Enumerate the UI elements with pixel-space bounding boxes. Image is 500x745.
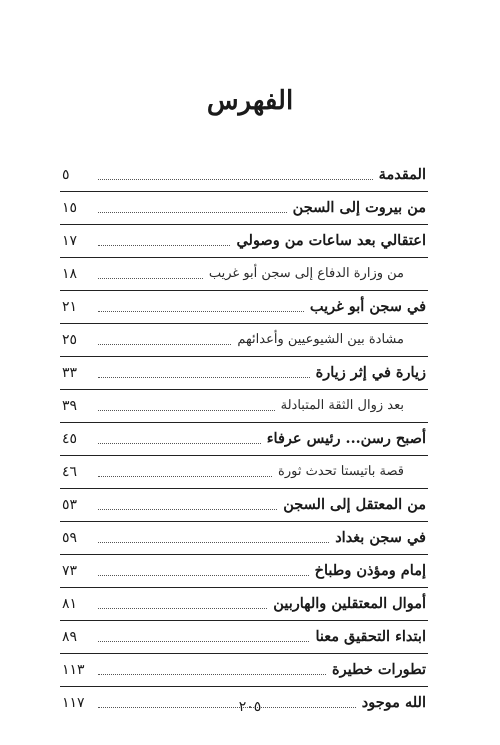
toc-entry-page: ١١٧ (62, 694, 85, 711)
toc-entry (62, 158, 426, 191)
toc-entry-title: في سجن بغداد (335, 529, 426, 546)
dot-leader (98, 640, 309, 642)
toc-entry-title: أصبح رسن... رئيس عرفاء (266, 430, 426, 447)
toc-entry-page: ٤٦ (62, 463, 78, 480)
dot-leader (98, 277, 203, 279)
toc-entry-title: مشادة بين الشيوعيين وأعدائهم (237, 332, 404, 347)
toc-entry-page: ٤٥ (62, 430, 78, 447)
toc-entry-title: في سجن أبو غريب (309, 298, 426, 315)
row-divider (60, 389, 428, 390)
toc-entry-title: بعد زوال الثقة المتبادلة (280, 398, 404, 413)
dot-leader (98, 376, 310, 378)
dot-leader (98, 178, 373, 180)
toc-entry (62, 356, 426, 389)
row-divider (60, 521, 428, 522)
toc-entry (62, 620, 426, 653)
row-divider (60, 455, 428, 456)
toc-entry (62, 554, 426, 587)
toc-entry-page: ٣٣ (62, 364, 78, 381)
toc-entry-page: ٣٩ (62, 397, 78, 414)
dot-leader (98, 409, 275, 411)
toc-entry-title: إمام ومؤذن وطباخ (314, 562, 426, 579)
toc-entry-title: من وزارة الدفاع إلى سجن أبو غريب (208, 266, 404, 281)
toc-entry (62, 290, 426, 323)
toc-entry-title: أموال المعتقلين والهاربين (273, 595, 426, 612)
toc-entry-title: زيارة في إثر زيارة (315, 364, 426, 381)
dot-leader (98, 310, 304, 312)
dot-leader (98, 343, 231, 345)
toc-entry-page: ٥ (62, 166, 70, 183)
toc-entry (62, 455, 426, 488)
row-divider (60, 554, 428, 555)
table-of-contents (62, 158, 426, 719)
toc-entry-page: ١١٣ (62, 661, 85, 678)
toc-entry (62, 224, 426, 257)
toc-entry (62, 323, 426, 356)
toc-entry-page: ٥٣ (62, 496, 78, 513)
toc-entry-title: من المعتقل إلى السجن (283, 496, 426, 513)
row-divider (60, 191, 428, 192)
toc-entry (62, 488, 426, 521)
toc-entry-page: ١٧ (62, 232, 78, 249)
row-divider (60, 323, 428, 324)
dot-leader (98, 541, 329, 543)
toc-entry-page: ٥٩ (62, 529, 78, 546)
toc-entry (62, 191, 426, 224)
dot-leader (98, 442, 261, 444)
toc-entry-page: ٧٣ (62, 562, 78, 579)
row-divider (60, 290, 428, 291)
row-divider (60, 224, 428, 225)
row-divider (60, 422, 428, 423)
toc-entry-title: تطورات خطيرة (332, 661, 426, 678)
row-divider (60, 653, 428, 654)
toc-entry (62, 257, 426, 290)
toc-entry (62, 521, 426, 554)
toc-entry (62, 587, 426, 620)
page-title: الفهرس (206, 86, 294, 116)
dot-leader (98, 475, 272, 477)
toc-entry-page: ١٨ (62, 265, 78, 282)
toc-entry-title: اعتقالي بعد ساعات من وصولي (236, 232, 426, 249)
toc-entry-page: ٨٩ (62, 628, 78, 645)
toc-entry (62, 653, 426, 686)
toc-entry-page: ١٥ (62, 199, 78, 216)
dot-leader (98, 607, 267, 609)
toc-entry-title: ابتداء التحقيق معنا (315, 628, 426, 645)
row-divider (60, 257, 428, 258)
toc-entry-page: ٢١ (62, 298, 78, 315)
toc-entry-page: ٢٥ (62, 331, 78, 348)
row-divider (60, 686, 428, 687)
dot-leader (98, 244, 230, 246)
row-divider (60, 356, 428, 357)
dot-leader (98, 508, 277, 510)
toc-entry-page: ٨١ (62, 595, 78, 612)
dot-leader (98, 574, 309, 576)
toc-entry-title: من بيروت إلى السجن (292, 199, 426, 216)
dot-leader (98, 211, 287, 213)
row-divider (60, 620, 428, 621)
dot-leader (98, 673, 326, 675)
page-number: ٢٠٥ (238, 699, 262, 715)
row-divider (60, 587, 428, 588)
row-divider (60, 488, 428, 489)
toc-entry (62, 422, 426, 455)
toc-entry-title: قصة باتيستا تحدث ثورة (278, 464, 404, 479)
toc-entry-title: الله موجود (361, 694, 426, 711)
toc-entry (62, 389, 426, 422)
toc-entry-title: المقدمة (378, 166, 426, 183)
